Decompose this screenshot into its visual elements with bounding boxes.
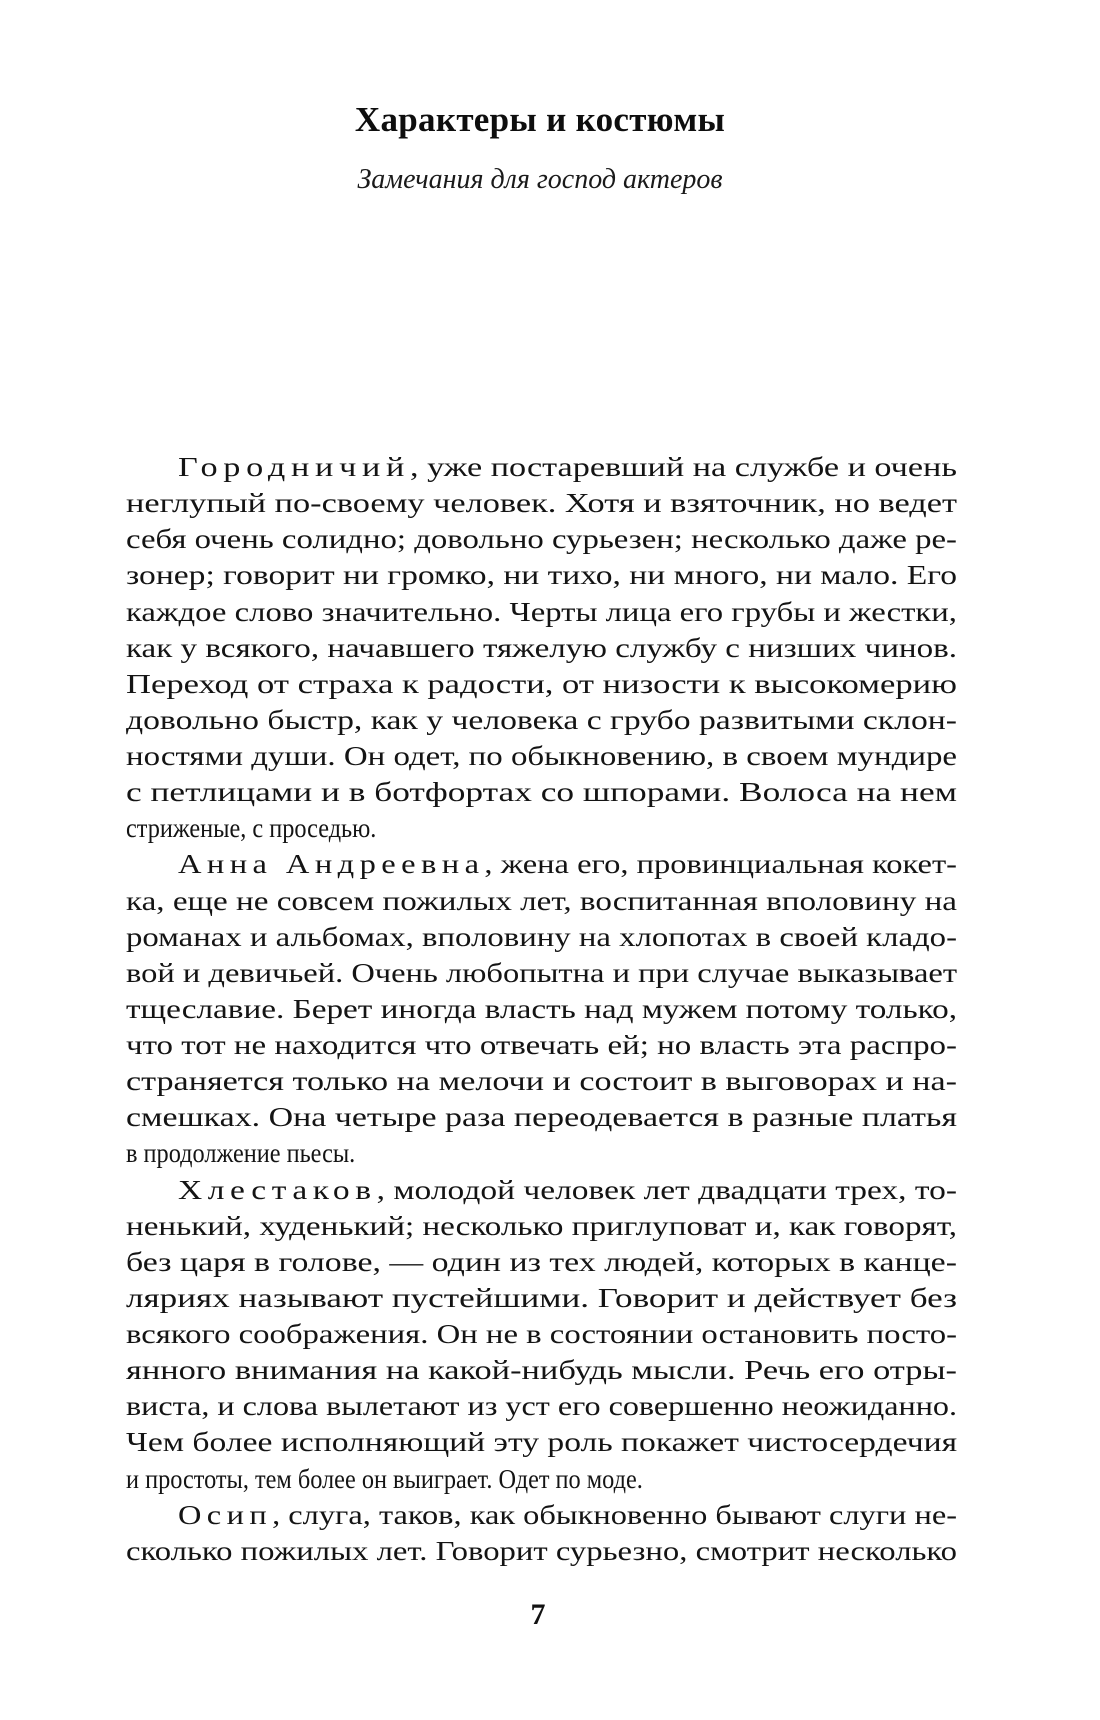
text-line: янного внимания на какой-нибудь мысли. Речь его отры- (126, 1355, 958, 1386)
text-line: как у всякого, начавшего тяжелую службу с низших чинов. (126, 632, 958, 663)
paragraph-osip (126, 1497, 957, 1569)
text-line: зонер; говорит ни громко, ни тихо, ни много, ни мало. Его (126, 560, 957, 591)
text-line: Анна Андреевна, жена его, провинциальная кокет- (178, 849, 958, 880)
text-line: себя очень солидно; довольно сурьезен; несколько даже ре- (126, 524, 957, 555)
text-line: Хлестаков, молодой человек лет двадцати трех, то- (178, 1174, 957, 1205)
text-line: Переход от страха к радости, от низости к высокомерию (126, 668, 958, 699)
text-line: ненький, худенький; несколько приглуповат и, как говорят, (126, 1210, 958, 1241)
text-line: ностями души. Он одет, по обыкновению, в своем мундире (126, 741, 958, 771)
page-number: 7 (530, 1598, 546, 1631)
text-line: каждое слово значительно. Черты лица его грубы и жестки, (126, 596, 957, 627)
text-line: стриженые, с проседью. (126, 813, 377, 844)
text-line: с петлицами и в ботфортах со шпорами. Волоса на нем (126, 777, 958, 808)
text-line: в продолжение пьесы. (126, 1138, 356, 1169)
text-line: всякого соображения. Он не в состоянии остановить посто- (126, 1319, 958, 1349)
text-line: довольно быстр, как у человека с грубо развитыми склон- (126, 704, 957, 735)
page-title: Характеры и костюмы (354, 100, 726, 139)
character-name: Анна Андреевна (178, 849, 485, 880)
text-line: романах и альбомах, вполовину на хлопотах в своей кладо- (126, 921, 957, 952)
text-line: ляриях называют пустейшими. Говорит и действует без (126, 1282, 958, 1313)
text-line: тщеславие. Берет иногда власть над мужем потому только, (126, 993, 958, 1024)
text-line: Городничий, уже постаревший на службе и очень (178, 452, 957, 482)
text-line: неглупый по-своему человек. Хотя и взяточник, но ведет (126, 488, 957, 519)
paragraph-khlestakov (126, 1172, 957, 1497)
paragraph-anna-andreevna (126, 846, 957, 1171)
character-name: Городничий (178, 452, 411, 482)
body-text (126, 449, 957, 1569)
character-name: Хлестаков (178, 1174, 377, 1205)
text-line: что тот не находится что отвечать ей; но власть эта распро- (126, 1030, 958, 1060)
text-line: Осип, слуга, таков, как обыкновенно бывают слуги не- (178, 1499, 958, 1530)
text-line: и простоты, тем более он выиграет. Одет по моде. (126, 1463, 643, 1494)
text-line: страняется только на мелочи и состоит в выговорах и на- (126, 1066, 958, 1097)
text-line: вой и девичьей. Очень любопытна и при случае выказывает (126, 957, 958, 988)
text-line: Чем более исполняющий эту роль покажет чистосердечия (126, 1427, 958, 1458)
character-name: Осип (178, 1499, 273, 1530)
page-subtitle: Замечания для господ актеров (357, 164, 723, 195)
text-line: ка, еще не совсем пожилых лет, воспитанная вполовину на (126, 885, 958, 916)
text-line: без царя в голове, — один из тех людей, которых в канце- (126, 1246, 957, 1277)
paragraph-gorodnichiy (126, 449, 957, 846)
text-line: смешках. Она четыре раза переодевается в разные платья (126, 1102, 957, 1133)
text-line: сколько пожилых лет. Говорит сурьезно, смотрит несколько (126, 1535, 958, 1566)
text-line: виста, и слова вылетают из уст его совершенно неожиданно. (126, 1391, 958, 1422)
